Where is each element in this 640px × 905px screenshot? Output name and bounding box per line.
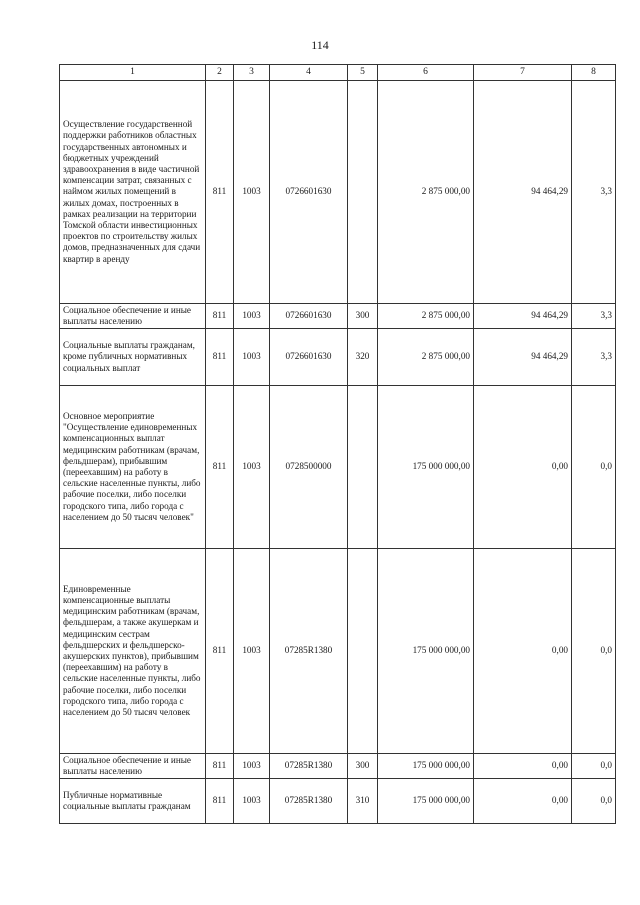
executed-amount: 0,00 (474, 386, 572, 549)
ministry-code: 811 (206, 754, 234, 779)
section-code: 1003 (234, 386, 270, 549)
expense-type-code: 320 (348, 329, 378, 386)
planned-amount: 2 875 000,00 (378, 329, 474, 386)
executed-amount: 94 464,29 (474, 329, 572, 386)
section-code: 1003 (234, 549, 270, 754)
table-row (60, 329, 616, 386)
execution-percent: 0,0 (572, 754, 616, 779)
row-description: Социальное обеспечение и иные выплаты населению (60, 304, 206, 329)
table-header-row (60, 65, 616, 81)
ministry-code: 811 (206, 779, 234, 824)
section-code: 1003 (234, 329, 270, 386)
ministry-code: 811 (206, 81, 234, 304)
target-article-code: 0728500000 (270, 386, 348, 549)
expense-type-code (348, 81, 378, 304)
table-row (60, 549, 616, 754)
column-header: 3 (234, 65, 270, 81)
executed-amount: 94 464,29 (474, 81, 572, 304)
table-row (60, 81, 616, 304)
planned-amount: 175 000 000,00 (378, 754, 474, 779)
execution-percent: 3,3 (572, 304, 616, 329)
planned-amount: 2 875 000,00 (378, 304, 474, 329)
table-row (60, 386, 616, 549)
expense-type-code: 310 (348, 779, 378, 824)
section-code: 1003 (234, 304, 270, 329)
planned-amount: 2 875 000,00 (378, 81, 474, 304)
expense-type-code: 300 (348, 304, 378, 329)
table-row (60, 779, 616, 824)
row-description: Единовременные компенсационные выплаты медицинским работникам (врачам, фельдшерам, а также акушеркам и медицинским сестрам фельдшерских и фельдшерско-акушерских пунктов), прибывшим (переехавшим) на работу в сельские населенные пункты, либо рабочие поселки, либо поселки городского типа, либо города с населением до 50 тысяч человек (60, 549, 206, 754)
execution-percent: 0,0 (572, 549, 616, 754)
column-header: 2 (206, 65, 234, 81)
row-description: Публичные нормативные социальные выплаты гражданам (60, 779, 206, 824)
target-article-code: 07285R1380 (270, 754, 348, 779)
section-code: 1003 (234, 81, 270, 304)
row-description: Основное мероприятие "Осуществление единовременных компенсационных выплат медицинским работникам (врачам, фельдшерам), прибывшим (переехавшим) на работу в сельские населенные пункты, либо рабочие поселки, либо поселки городского типа, либо города с населением до 50 тысяч человек" (60, 386, 206, 549)
table-row (60, 304, 616, 329)
ministry-code: 811 (206, 549, 234, 754)
execution-percent: 3,3 (572, 81, 616, 304)
expense-type-code (348, 549, 378, 754)
column-header: 6 (378, 65, 474, 81)
ministry-code: 811 (206, 329, 234, 386)
executed-amount: 94 464,29 (474, 304, 572, 329)
budget-table (59, 64, 616, 824)
executed-amount: 0,00 (474, 549, 572, 754)
target-article-code: 0726601630 (270, 304, 348, 329)
column-header: 8 (572, 65, 616, 81)
ministry-code: 811 (206, 304, 234, 329)
planned-amount: 175 000 000,00 (378, 386, 474, 549)
row-description: Социальное обеспечение и иные выплаты населению (60, 754, 206, 779)
execution-percent: 0,0 (572, 779, 616, 824)
expense-type-code (348, 386, 378, 549)
planned-amount: 175 000 000,00 (378, 549, 474, 754)
executed-amount: 0,00 (474, 779, 572, 824)
row-description: Социальные выплаты гражданам, кроме публичных нормативных социальных выплат (60, 329, 206, 386)
column-header: 7 (474, 65, 572, 81)
execution-percent: 3,3 (572, 329, 616, 386)
column-header: 1 (60, 65, 206, 81)
table-row (60, 754, 616, 779)
planned-amount: 175 000 000,00 (378, 779, 474, 824)
ministry-code: 811 (206, 386, 234, 549)
column-header: 5 (348, 65, 378, 81)
target-article-code: 07285R1380 (270, 779, 348, 824)
target-article-code: 07285R1380 (270, 549, 348, 754)
target-article-code: 0726601630 (270, 81, 348, 304)
column-header: 4 (270, 65, 348, 81)
executed-amount: 0,00 (474, 754, 572, 779)
section-code: 1003 (234, 779, 270, 824)
page-number: 114 (311, 38, 329, 52)
row-description: Осуществление государственной поддержки работников областных государственных автономных и бюджетных учреждений здравоохранения в виде частичной компенсации затрат, связанных с наймом жилых помещений в жилых домах, построенных в рамках реализации на территории Томской области инвестиционных проектов по строительству жилых домов, предназначенных для сдачи квартир в аренду (60, 81, 206, 304)
section-code: 1003 (234, 754, 270, 779)
target-article-code: 0726601630 (270, 329, 348, 386)
execution-percent: 0,0 (572, 386, 616, 549)
expense-type-code: 300 (348, 754, 378, 779)
